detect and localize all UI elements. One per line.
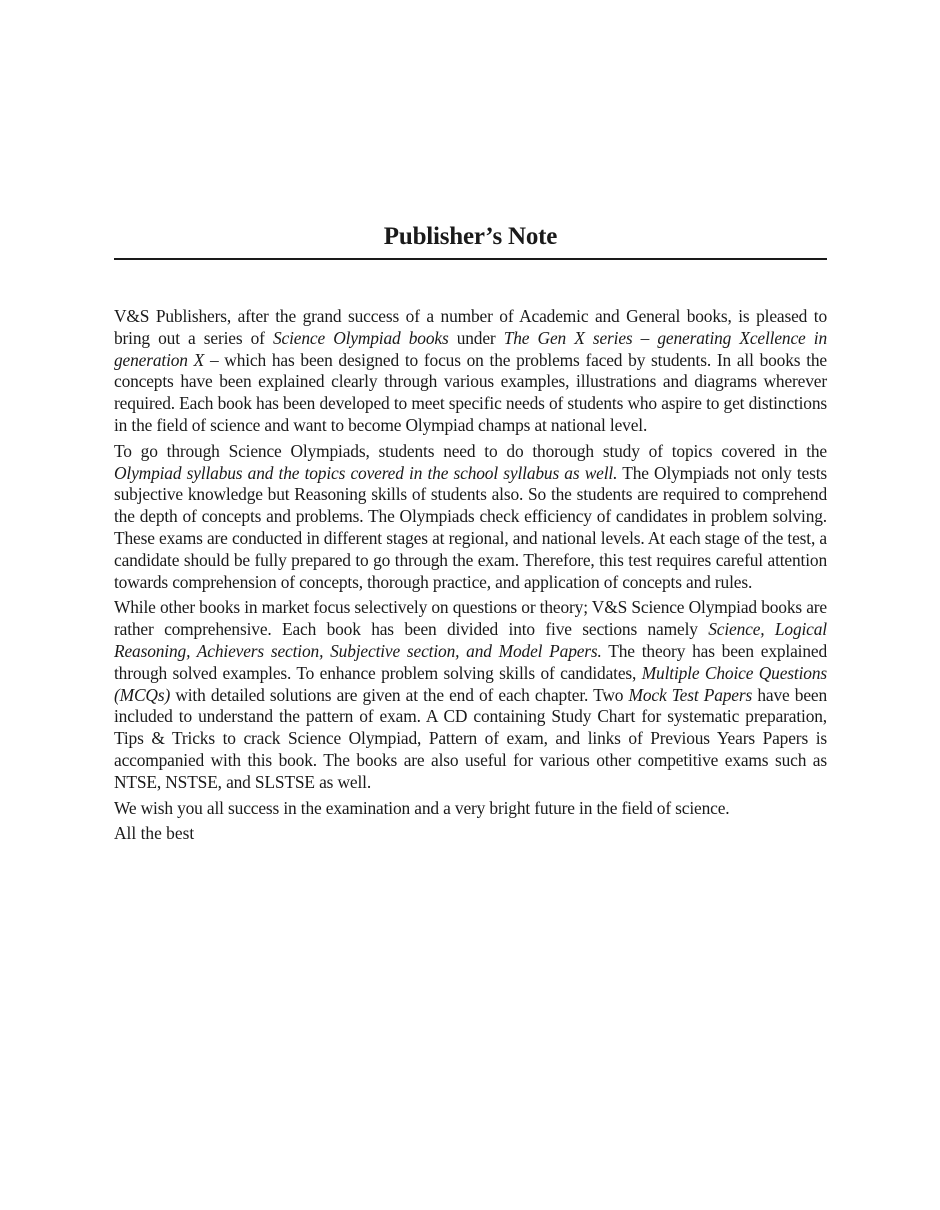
paragraph-text: – which has been designed to focus on the problems faced by students. In all books the concepts have been explained clearly through various examples, illustrations and diagrams wherever required. Each book has been developed to meet specific needs of students who aspire to get distinctions in the field of science and want to become Olympiad champs at national level. — [114, 349, 827, 435]
paragraph-text: under — [448, 327, 504, 348]
paragraph-text: To go through Science Olympiads, students need to do thorough study of topics covered in the — [114, 440, 827, 461]
paragraph-text: The Olympiads not only tests subjective knowledge but Reasoning skills of students also. So the students are required to comprehend the depth of concepts and problems. The Olympiads check efficiency of candidates in problem solving. These exams are conducted in different stages at regional, and national levels. At each stage of the test, a candidate should be fully prepared to go through the exam. Therefore, this test requires careful attention towards comprehension of concepts, thorough practice, and application of concepts and rules. — [114, 462, 827, 592]
paragraph-3 — [114, 597, 827, 793]
paragraph-text: with detailed solutions are given at the end of each chapter. Two — [170, 684, 629, 705]
italic-text: Mock Test Papers — [628, 684, 753, 705]
italic-text: Olympiad syllabus and the topics covered in the school syllabus as well. — [114, 462, 618, 483]
italic-text: Science Olympiad books — [272, 327, 449, 348]
publishers-note-page — [114, 220, 827, 845]
paragraph-text: While other books in market focus selectively on questions or theory; V&S Science Olympiad books are rather comprehensive. Each book has been divided into five sections namely — [114, 597, 827, 640]
paragraph-text: The theory has been explained through solved examples. To enhance problem solving skills of candidates, — [114, 640, 827, 683]
page-title: Publisher’s Note — [383, 223, 558, 250]
closing-line: All the best — [114, 823, 195, 844]
paragraph-text: have been included to understand the pattern of exam. A CD containing Study Chart for systematic preparation, Tips & Tricks to crack Science Olympiad, Pattern of exam, and links of Previous Years Papers is accompanied with this book. The books are also useful for various other competitive exams such as NTSE, NSTSE, and SLSTSE as well. — [114, 684, 827, 792]
title-divider — [114, 258, 827, 260]
paragraph-4 — [114, 798, 827, 820]
note-body — [114, 306, 827, 819]
italic-text: Science, Logical Reasoning, Achievers section, Subjective section, and Model Papers. — [114, 619, 827, 661]
italic-text: Multiple Choice Questions (MCQs) — [114, 662, 827, 705]
paragraph-text: V&S Publishers, after the grand success of a number of Academic and General books, is pleased to bring out a series of — [114, 306, 827, 348]
paragraph-1 — [114, 306, 827, 437]
paragraph-2 — [114, 441, 827, 594]
italic-text: The Gen X series – generating Xcellence in generation X — [114, 327, 827, 370]
paragraph-text: We wish you all success in the examination and a very bright future in the field of science. — [114, 797, 730, 818]
